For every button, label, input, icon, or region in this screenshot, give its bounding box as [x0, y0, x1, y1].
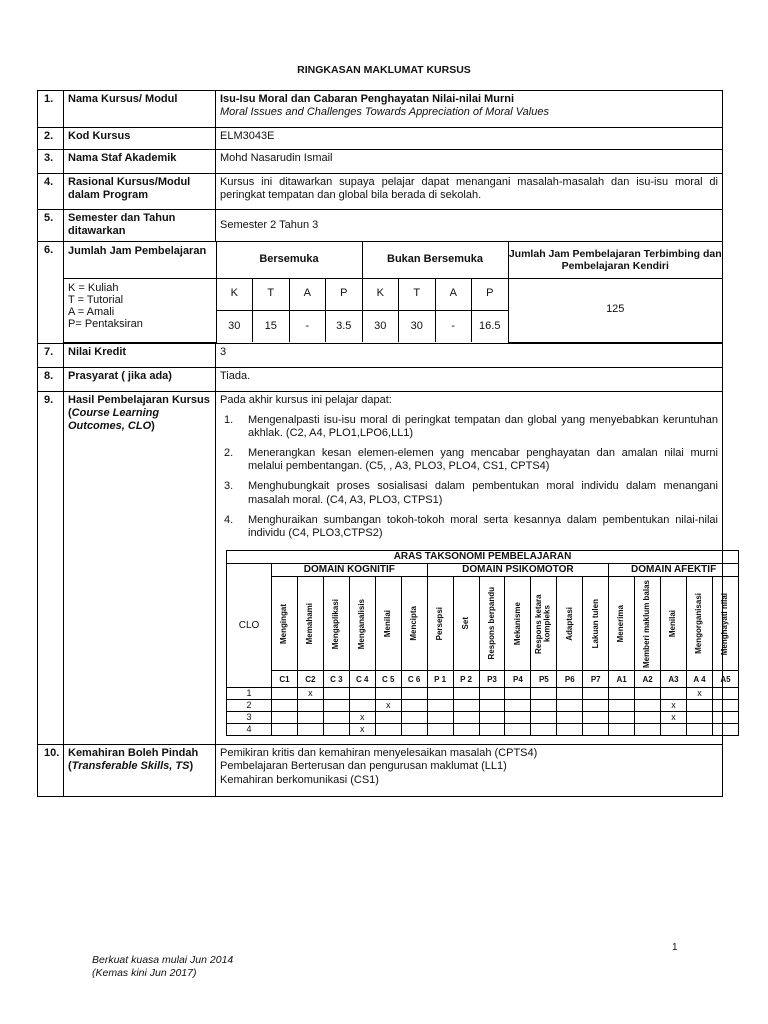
- taxonomy-level-header: [583, 577, 609, 671]
- taxonomy-mark: [297, 712, 323, 724]
- taxonomy-mark: [323, 712, 349, 724]
- taxonomy-mark: [661, 688, 687, 700]
- domain-affective: DOMAIN AFEKTIF: [609, 564, 739, 577]
- taxonomy-level-label: Menganalisis: [357, 598, 367, 649]
- taxonomy-level-header: [375, 577, 401, 671]
- hours-code: A: [435, 278, 472, 310]
- taxonomy-mark: [323, 700, 349, 712]
- learning-hours-block: [64, 242, 723, 344]
- label-english: Transferable Skills, TS: [71, 760, 190, 773]
- clo-number: 1: [227, 688, 272, 700]
- taxonomy-mark: [635, 688, 661, 700]
- outcome-number: 2.: [224, 447, 234, 460]
- taxonomy-level-header: [661, 577, 687, 671]
- outcomes-list: [220, 414, 718, 541]
- taxonomy-mark: [583, 688, 609, 700]
- course-summary-table: [37, 90, 731, 797]
- taxonomy-title: ARAS TAKSONOMI PEMBELAJARAN: [227, 551, 739, 564]
- taxonomy-level-label: Respons ketara kompleks: [534, 593, 552, 654]
- taxonomy-mark: [531, 700, 557, 712]
- taxonomy-mark: [609, 700, 635, 712]
- taxonomy-level-label: Set: [460, 617, 470, 630]
- hours-code: P: [472, 278, 509, 310]
- row-number: 8.: [38, 367, 64, 391]
- taxonomy-level-header: [272, 577, 298, 671]
- taxonomy-level-code: A3: [661, 671, 687, 688]
- course-name-english: Moral Issues and Challenges Towards Appreciation of Moral Values: [220, 106, 549, 119]
- taxonomy-mark: [479, 700, 505, 712]
- domain-psychomotor: DOMAIN PSIKOMOTOR: [427, 564, 609, 577]
- taxonomy-mark: x: [661, 712, 687, 724]
- taxonomy-level-label: Menghayati nilai: [720, 592, 730, 655]
- taxonomy-level-label: Mekanisme: [512, 602, 522, 646]
- taxonomy-mark: [531, 724, 557, 736]
- taxonomy-mark: [427, 724, 453, 736]
- taxonomy-level-header: [712, 577, 738, 671]
- taxonomy-level-label: Mengorganisasi: [694, 593, 704, 655]
- taxonomy-mark: x: [375, 700, 401, 712]
- taxonomy-mark: [401, 712, 427, 724]
- hours-code: T: [399, 278, 436, 310]
- taxonomy-mark: [557, 700, 583, 712]
- label-paren: ): [151, 419, 155, 432]
- taxonomy-mark: x: [297, 688, 323, 700]
- row-value: [216, 91, 723, 128]
- taxonomy-mark: [635, 712, 661, 724]
- outcome-item: [220, 414, 718, 440]
- taxonomy-level-label: Menilai: [383, 610, 393, 638]
- taxonomy-level-code: C 4: [349, 671, 375, 688]
- row-number: 3.: [38, 150, 64, 174]
- course-name-malay: Isu-Isu Moral dan Cabaran Penghayatan Nilai-nilai Murni: [220, 93, 514, 105]
- taxonomy-mark: [375, 724, 401, 736]
- total-hours-value: 125: [508, 278, 722, 342]
- taxonomy-mark: x: [661, 700, 687, 712]
- taxonomy-level-header: [531, 577, 557, 671]
- footer-updated-date: (Kemas kini Jun 2017): [92, 967, 197, 980]
- page-number: 1: [672, 942, 678, 953]
- outcome-number: 3.: [224, 480, 234, 493]
- taxonomy-level-label: Mencipta: [408, 606, 418, 642]
- taxonomy-mark: [557, 724, 583, 736]
- taxonomy-mark: [712, 700, 738, 712]
- taxonomy-row: [227, 724, 739, 736]
- taxonomy-mark: [609, 688, 635, 700]
- taxonomy-level-code: A2: [635, 671, 661, 688]
- taxonomy-mark: [453, 724, 479, 736]
- taxonomy-mark: [505, 688, 531, 700]
- label-paren: (: [68, 406, 72, 419]
- taxonomy-mark: [712, 712, 738, 724]
- taxonomy-level-label: Menilai: [668, 610, 678, 638]
- taxonomy-mark: [297, 724, 323, 736]
- taxonomy-mark: [297, 700, 323, 712]
- taxonomy-mark: [479, 688, 505, 700]
- taxonomy-level-label: Menerima: [616, 605, 626, 643]
- footer-effective-date: Berkuat kuasa mulai Jun 2014: [92, 954, 234, 966]
- row-number: 7.: [38, 343, 64, 367]
- outcome-item: [220, 480, 718, 506]
- outcome-text: Menghubungkait proses sosialisasi dalam pembentukan moral individu dalam menangani masalah moral. (C4, A3, PLO3, CTPS1): [248, 480, 718, 506]
- taxonomy-level-label: Respons berpandu: [486, 587, 496, 660]
- taxonomy-mark: [375, 688, 401, 700]
- taxonomy-mark: [635, 700, 661, 712]
- taxonomy-level-label: Memahami: [305, 603, 315, 645]
- learning-hours-table: [64, 242, 722, 343]
- taxonomy-level-code: P6: [557, 671, 583, 688]
- row-label: [64, 745, 216, 797]
- taxonomy-level-header: [609, 577, 635, 671]
- hours-value: 30: [399, 310, 436, 342]
- clo-number: 4: [227, 724, 272, 736]
- taxonomy-level-code: C1: [272, 671, 298, 688]
- taxonomy-mark: [323, 688, 349, 700]
- label-text: Kemahiran Boleh Pindah: [68, 747, 199, 760]
- row-number: 5.: [38, 210, 64, 242]
- taxonomy-mark: [661, 724, 687, 736]
- taxonomy-mark: [272, 724, 298, 736]
- taxonomy-level-header: [687, 577, 713, 671]
- taxonomy-mark: [453, 700, 479, 712]
- credit-value: 3: [216, 343, 723, 367]
- taxonomy-level-code: P 1: [427, 671, 453, 688]
- taxonomy-level-code: C2: [297, 671, 323, 688]
- taxonomy-mark: [505, 700, 531, 712]
- taxonomy-level-label: Mengingat: [279, 603, 289, 644]
- taxonomy-level-label: Lakuan tulen: [590, 599, 600, 649]
- hours-value: -: [435, 310, 472, 342]
- taxonomy-mark: [401, 688, 427, 700]
- taxonomy-level-header: [453, 577, 479, 671]
- row-label: Prasyarat ( jika ada): [64, 367, 216, 391]
- taxonomy-mark: [687, 724, 713, 736]
- row-label: Jumlah Jam Pembelajaran: [64, 242, 216, 278]
- label-paren: (: [68, 760, 72, 773]
- taxonomy-mark: [453, 688, 479, 700]
- taxonomy-mark: [479, 724, 505, 736]
- academic-staff-value: Mohd Nasarudin Ismail: [216, 150, 723, 174]
- footer: [92, 954, 233, 980]
- row-number: 4.: [38, 174, 64, 210]
- legend-line: P= Pentaksiran: [68, 317, 143, 330]
- label-english: Course Learning Outcomes, CLO: [68, 406, 160, 432]
- taxonomy-row: [227, 700, 739, 712]
- taxonomy-level-code: P7: [583, 671, 609, 688]
- taxonomy-mark: [583, 712, 609, 724]
- skill-line: Pembelajaran Berterusan dan pengurusan maklumat (LL1): [220, 760, 507, 773]
- hours-code: T: [253, 278, 290, 310]
- taxonomy-level-header: [505, 577, 531, 671]
- outcome-item: [220, 447, 718, 473]
- taxonomy-mark: [505, 712, 531, 724]
- transferable-skills-value: [216, 745, 723, 797]
- row-label: Semester dan Tahun ditawarkan: [64, 210, 216, 242]
- hours-code: K: [362, 278, 399, 310]
- row-transferable-skills: [38, 745, 723, 797]
- clo-number: 2: [227, 700, 272, 712]
- row-rationale: [38, 174, 723, 210]
- taxonomy-mark: [401, 700, 427, 712]
- taxonomy-mark: [557, 688, 583, 700]
- row-label: Nilai Kredit: [64, 343, 216, 367]
- label-text: Hasil Pembelajaran Kursus: [68, 393, 210, 406]
- taxonomy-level-header: [349, 577, 375, 671]
- taxonomy-mark: [427, 712, 453, 724]
- face-to-face-header: Bersemuka: [216, 242, 362, 278]
- row-label: [64, 391, 216, 745]
- hours-code: K: [216, 278, 253, 310]
- legend-line: T = Tutorial: [68, 293, 124, 306]
- hours-code: A: [289, 278, 326, 310]
- legend-line: K = Kuliah: [68, 281, 119, 294]
- hours-value: 3.5: [326, 310, 363, 342]
- non-face-to-face-header: Bukan Bersemuka: [362, 242, 508, 278]
- taxonomy-mark: [583, 724, 609, 736]
- label-paren: ): [189, 760, 194, 773]
- taxonomy-level-label: Adaptasi: [564, 606, 574, 641]
- row-academic-staff: [38, 150, 723, 174]
- taxonomy-mark: [272, 688, 298, 700]
- row-semester: [38, 210, 723, 242]
- row-course-name: [38, 91, 723, 128]
- row-prerequisite: [38, 367, 723, 391]
- row-label: Nama Kursus/ Modul: [64, 91, 216, 128]
- taxonomy-mark: x: [349, 724, 375, 736]
- document-title: RINGKASAN MAKLUMAT KURSUS: [297, 64, 471, 76]
- taxonomy-mark: [531, 712, 557, 724]
- taxonomy-level-code: C 5: [375, 671, 401, 688]
- domain-cognitive: DOMAIN KOGNITIF: [272, 564, 428, 577]
- taxonomy-row: [227, 688, 739, 700]
- outcome-item: [220, 514, 718, 540]
- row-number: 2.: [38, 128, 64, 150]
- taxonomy-mark: [427, 688, 453, 700]
- taxonomy-mark: x: [349, 712, 375, 724]
- taxonomy-mark: [401, 724, 427, 736]
- taxonomy-mark: [272, 712, 298, 724]
- taxonomy-level-header: [479, 577, 505, 671]
- row-label: Rasional Kursus/Modul dalam Program: [64, 174, 216, 210]
- row-credit-value: [38, 343, 723, 367]
- taxonomy-level-code: P5: [531, 671, 557, 688]
- clo-header: CLO: [227, 564, 272, 688]
- prerequisite-value: Tiada.: [216, 367, 723, 391]
- outcomes-intro: Pada akhir kursus ini pelajar dapat:: [220, 393, 392, 406]
- taxonomy-level-code: A 4: [687, 671, 713, 688]
- hours-value: -: [289, 310, 326, 342]
- row-course-code: [38, 128, 723, 150]
- skill-line: Pemikiran kritis dan kemahiran menyelesaikan masalah (CPTS4): [220, 747, 538, 760]
- taxonomy-mark: [609, 724, 635, 736]
- taxonomy-mark: [375, 712, 401, 724]
- taxonomy-level-code: P 2: [453, 671, 479, 688]
- taxonomy-mark: [712, 688, 738, 700]
- taxonomy-level-header: [557, 577, 583, 671]
- hours-value: 15: [253, 310, 290, 342]
- row-learning-outcomes: [38, 391, 723, 745]
- taxonomy-mark: [479, 712, 505, 724]
- outcome-number: 4.: [224, 513, 234, 526]
- row-learning-hours: [38, 242, 723, 344]
- taxonomy-level-code: C 6: [401, 671, 427, 688]
- taxonomy-mark: [427, 700, 453, 712]
- hours-code: P: [326, 278, 363, 310]
- hours-value: 30: [362, 310, 399, 342]
- outcome-text: Mengenalpasti isu-isu moral di peringkat tempatan dan global yang menyebabkan keruntuhan akhlak. (C2, A4, PLO1,LPO6,LL1): [248, 413, 718, 439]
- taxonomy-mark: [505, 724, 531, 736]
- skill-line: Kemahiran berkomunikasi (CS1): [220, 773, 379, 786]
- taxonomy-mark: [531, 688, 557, 700]
- taxonomy-table: [226, 550, 739, 736]
- semester-value: Semester 2 Tahun 3: [216, 210, 723, 242]
- taxonomy-mark: [712, 724, 738, 736]
- taxonomy-mark: [687, 700, 713, 712]
- row-number: 1.: [38, 91, 64, 128]
- legend-line: A = Amali: [68, 305, 115, 318]
- taxonomy-mark: [609, 712, 635, 724]
- taxonomy-mark: [635, 724, 661, 736]
- taxonomy-level-header: [323, 577, 349, 671]
- taxonomy-mark: [349, 688, 375, 700]
- hours-value: 16.5: [472, 310, 509, 342]
- rationale-value: Kursus ini ditawarkan supaya pelajar dapat menangani masalah-masalah dan isu-isu moral di peringkat tempatan dan global bila berada di sekolah.: [216, 174, 723, 210]
- taxonomy-mark: [349, 700, 375, 712]
- taxonomy-row: [227, 712, 739, 724]
- hours-legend: [64, 278, 216, 342]
- taxonomy-mark: [272, 700, 298, 712]
- taxonomy-level-label: Mengaplikasi: [331, 598, 341, 649]
- taxonomy-level-label: Persepsi: [434, 607, 444, 641]
- taxonomy-level-header: [427, 577, 453, 671]
- taxonomy-mark: [557, 712, 583, 724]
- hours-value: 30: [216, 310, 253, 342]
- taxonomy-mark: [453, 712, 479, 724]
- row-label: Kod Kursus: [64, 128, 216, 150]
- taxonomy-level-code: P3: [479, 671, 505, 688]
- taxonomy-mark: [687, 712, 713, 724]
- taxonomy-level-header: [401, 577, 427, 671]
- taxonomy-level-label: Memberi maklum balas: [642, 579, 652, 668]
- outcome-text: Menerangkan kesan elemen-elemen yang mencabar penghayatan dan amalan nilai murni melalui pembentangan. (C5, , A3, PLO3, PLO4, CS1, CPTS4): [248, 447, 718, 473]
- total-hours-header: Jumlah Jam Pembelajaran Terbimbing dan Pembelajaran Kendiri: [508, 242, 722, 278]
- learning-outcomes-value: [216, 391, 731, 745]
- clo-number: 3: [227, 712, 272, 724]
- course-code-value: ELM3043E: [216, 128, 723, 150]
- taxonomy-level-code: C 3: [323, 671, 349, 688]
- outcome-text: Menghuraikan sumbangan tokoh-tokoh moral serta kesannya dalam pembentukan nilai-nilai individu (C4, PLO3,CTPS2): [248, 513, 718, 539]
- taxonomy-level-code: A5: [712, 671, 738, 688]
- row-number: 6.: [38, 242, 64, 344]
- row-number: 10.: [38, 745, 64, 797]
- row-number: 9.: [38, 391, 64, 745]
- outcome-number: 1.: [224, 413, 234, 426]
- taxonomy-mark: x: [687, 688, 713, 700]
- taxonomy-mark: [323, 724, 349, 736]
- taxonomy-level-header: [297, 577, 323, 671]
- taxonomy-level-code: P4: [505, 671, 531, 688]
- row-label: Nama Staf Akademik: [64, 150, 216, 174]
- taxonomy-mark: [583, 700, 609, 712]
- taxonomy-level-header: [635, 577, 661, 671]
- taxonomy-level-code: A1: [609, 671, 635, 688]
